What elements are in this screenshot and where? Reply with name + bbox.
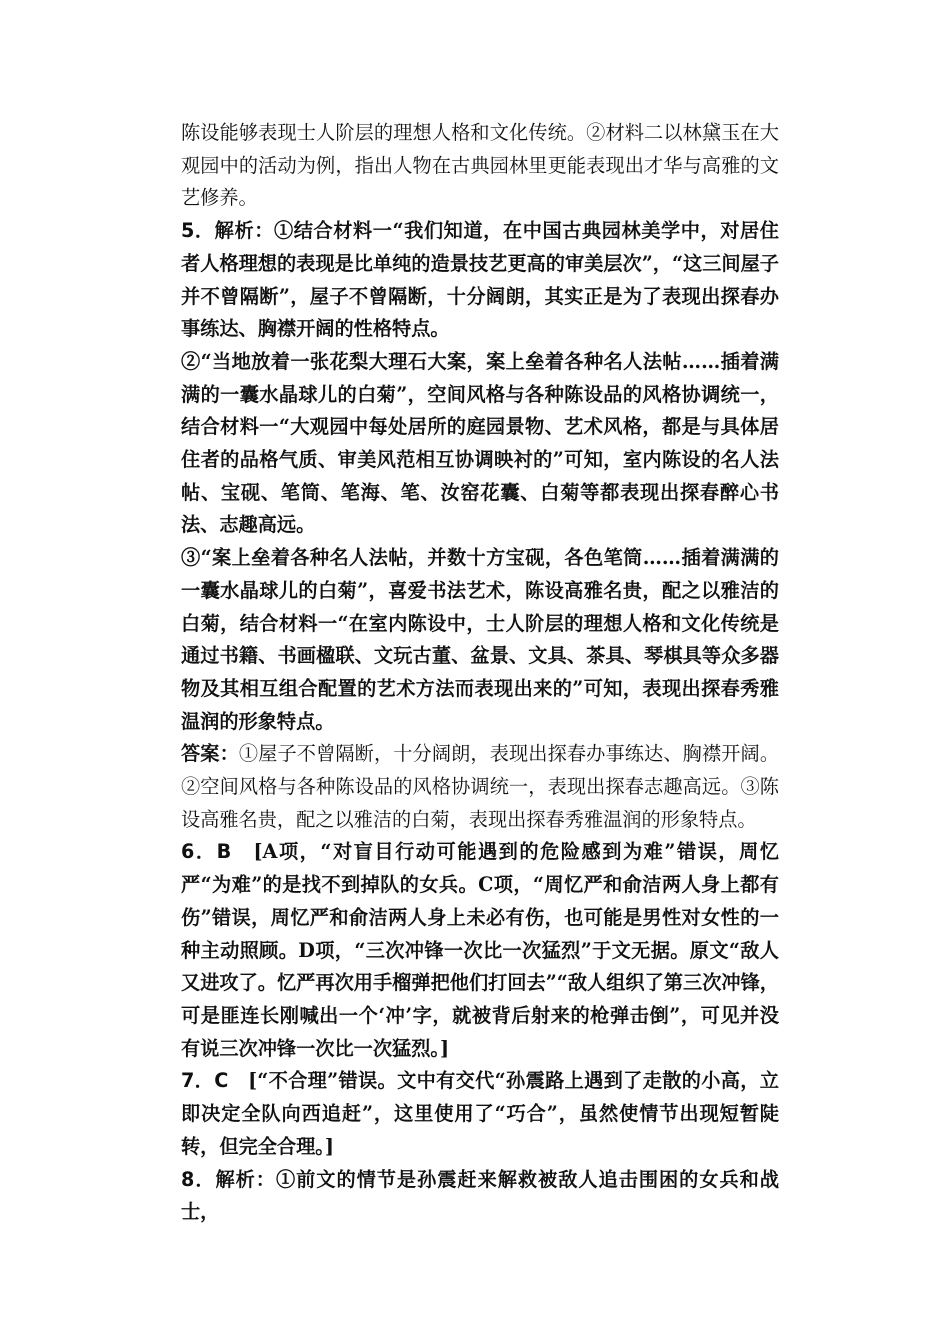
question-7-label: 7．C xyxy=(181,1069,249,1093)
paragraph-4 xyxy=(181,542,779,738)
question-6-label: 6．B xyxy=(181,840,254,864)
paragraph-7 xyxy=(181,1065,779,1163)
paragraph-2 xyxy=(181,215,779,346)
paragraph-2-text: ①结合材料一“我们知道，在中国古典园林美学中，对居住者人格理想的表现是比单纯的造景技艺更高的审美层次”，“这三间屋子并不曾隔断”，屋子不曾隔断，十分阔朗，其实正是为了表现出探春办事练达、胸襟开阔的性格特点。 xyxy=(181,219,779,341)
paragraph-1-text: 陈设能够表现士人阶层的理想人格和文化传统。②材料二以林黛玉在大观园中的活动为例，指出人物在古典园林里更能表现出才华与高雅的文艺修养。 xyxy=(181,121,779,210)
paragraph-3 xyxy=(181,346,779,542)
paragraph-8-text: ①前文的情节是孙震赶来解救被敌人追击围困的女兵和战士， xyxy=(181,1167,779,1224)
paragraph-3-text: ②“当地放着一张花梨大理石大案，案上垒着各种名人法帖……插着满满的一囊水晶球儿的白菊”，空间风格与各种陈设品的风格协调统一，结合材料一“大观园中每处居所的庭园景物、艺术风格，都是与具体居住者的品格气质、审美风范相互协调映衬的”可知，室内陈设的名人法帖、宝砚、笔筒、笔海、笔、汝窑花囊、白菊等都表现出探春醉心书法、志趣高远。 xyxy=(181,349,779,537)
paragraph-4-text: ③“案上垒着各种名人法帖，并数十方宝砚，各色笔筒……插着满满的一囊水晶球儿的白菊”，喜爱书法艺术，陈设高雅名贵，配之以雅洁的白菊，结合材料一“在室内陈设中，士人阶层的理想人格和文化传统是通过书籍、书画楹联、文玩古董、盆景、文具、茶具、琴棋具等众多器物及其相互组合配置的艺术方法而表现出来的”可知，表现出探春秀雅温润的形象特点。 xyxy=(181,546,779,733)
paragraph-7-text: [“不合理”错误。文中有交代“孙震路上遇到了走散的小高，立即决定全队向西追赶”，这里使用了“巧合”，虽然使情节出现短暂陡转，但完全合理。] xyxy=(181,1069,779,1158)
answer-label: 答案： xyxy=(181,742,239,766)
paragraph-1 xyxy=(181,117,779,215)
paragraph-5-text: ①屋子不曾隔断，十分阔朗，表现出探春办事练达、胸襟开阔。②空间风格与各种陈设品的风格协调统一，表现出探春志趣高远。③陈设高雅名贵，配之以雅洁的白菊，表现出探春秀雅温润的形象特点。 xyxy=(181,742,780,831)
question-5-label: 5．解析： xyxy=(181,219,274,243)
paragraph-5 xyxy=(181,738,779,836)
paragraph-6-text: [A项，“对盲目行动可能遇到的危险感到为难”错误，周忆严“为难”的是找不到掉队的女兵。C项，“周忆严和俞洁两人身上都有伤”错误，周忆严和俞洁两人身上未必有伤，也可能是男性对女性的一种主动照顾。D项，“三次冲锋一次比一次猛烈”于文无据。原文“敌人又进攻了。忆严再次用手榴弹把他们打回去”“敌人组织了第三次冲锋，可是匪连长刚喊出一个‘冲’字，就被背后射来的枪弹击倒”，可见并没有说三次冲锋一次比一次猛烈。] xyxy=(181,840,779,1060)
question-8-label: 8．解析： xyxy=(181,1167,276,1191)
document-page xyxy=(181,117,779,1229)
paragraph-8 xyxy=(181,1164,779,1229)
paragraph-6 xyxy=(181,836,779,1065)
